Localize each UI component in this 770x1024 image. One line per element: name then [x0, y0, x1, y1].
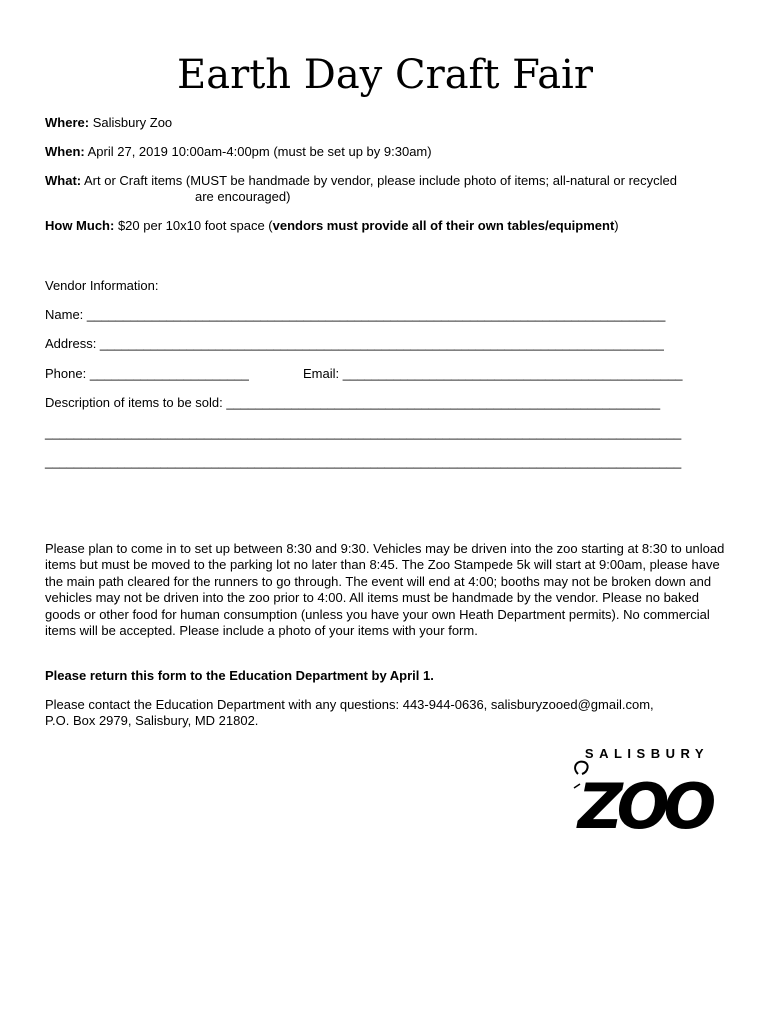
description-blank-line-2: ________________________________________________________________________________________	[45, 454, 682, 469]
what-label: What:	[45, 173, 82, 188]
salisbury-zoo-logo	[570, 744, 720, 836]
vendor-heading: Vendor Information:	[45, 278, 159, 293]
name-field: Name: ________________________________________________________________________________	[45, 307, 666, 322]
logo-top-text: SALISBURY	[584, 746, 710, 761]
contact-line-2: P.O. Box 2979, Salisbury, MD 21802.	[45, 713, 259, 728]
description-blank-line-1: ________________________________________________________________________________________	[45, 425, 682, 440]
how-much-value-pre: $20 per 10x10 foot space (	[117, 218, 273, 233]
what-value-line2: are encouraged)	[195, 189, 291, 204]
instructions-paragraph: Please plan to come in to set up between 8:30 and 9:30. Vehicles may be driven into the zoo starting at 8:30 to unload items but must be moved to the parking lot no later than 8:45. The Zoo Stampede 5k will start at 9:00am, please have the main path cleared for the runners to go through. The event will end at 4:00; booths may not be broken down and vehicles may not be driven into the zoo prior to 4:00. All items must be handmade by the vendor. Please no baked goods or other food for human consumption (unless you have your own Heath Department permits). No commercial items will be accepted. Please include a photo of your items with your form.	[45, 541, 725, 639]
page-title: Earth Day Craft Fair	[177, 52, 593, 98]
address-field: Address: ______________________________________________________________________________	[45, 336, 664, 351]
description-field: Description of items to be sold: ____________________________________________________________	[45, 395, 661, 410]
when-value: April 27, 2019 10:00am-4:00pm (must be set up by 9:30am)	[87, 144, 432, 159]
where-line	[45, 115, 172, 131]
where-value: Salisbury Zoo	[92, 115, 173, 130]
how-much-value-post: )	[614, 218, 619, 233]
return-notice: Please return this form to the Education Department by April 1.	[45, 668, 434, 683]
when-line	[45, 144, 432, 160]
how-much-label: How Much:	[45, 218, 115, 233]
email-field: Email: _______________________________________________	[303, 366, 683, 381]
phone-field: Phone: ______________________	[45, 366, 249, 381]
how-much-value-bold: vendors must provide all of their own tables/equipment	[272, 218, 615, 233]
what-line2	[45, 189, 290, 205]
where-label: Where:	[45, 115, 90, 130]
what-line	[45, 173, 677, 189]
what-value-line1: Art or Craft items (MUST be handmade by vendor, please include photo of items; all-natural or recycled	[84, 173, 678, 188]
contact-line-1: Please contact the Education Department with any questions: 443-944-0636, salisburyzooed@gmail.com,	[45, 697, 654, 712]
when-label: When:	[45, 144, 85, 159]
logo-main-text: ZOO	[577, 770, 711, 836]
how-much-line	[45, 218, 619, 234]
